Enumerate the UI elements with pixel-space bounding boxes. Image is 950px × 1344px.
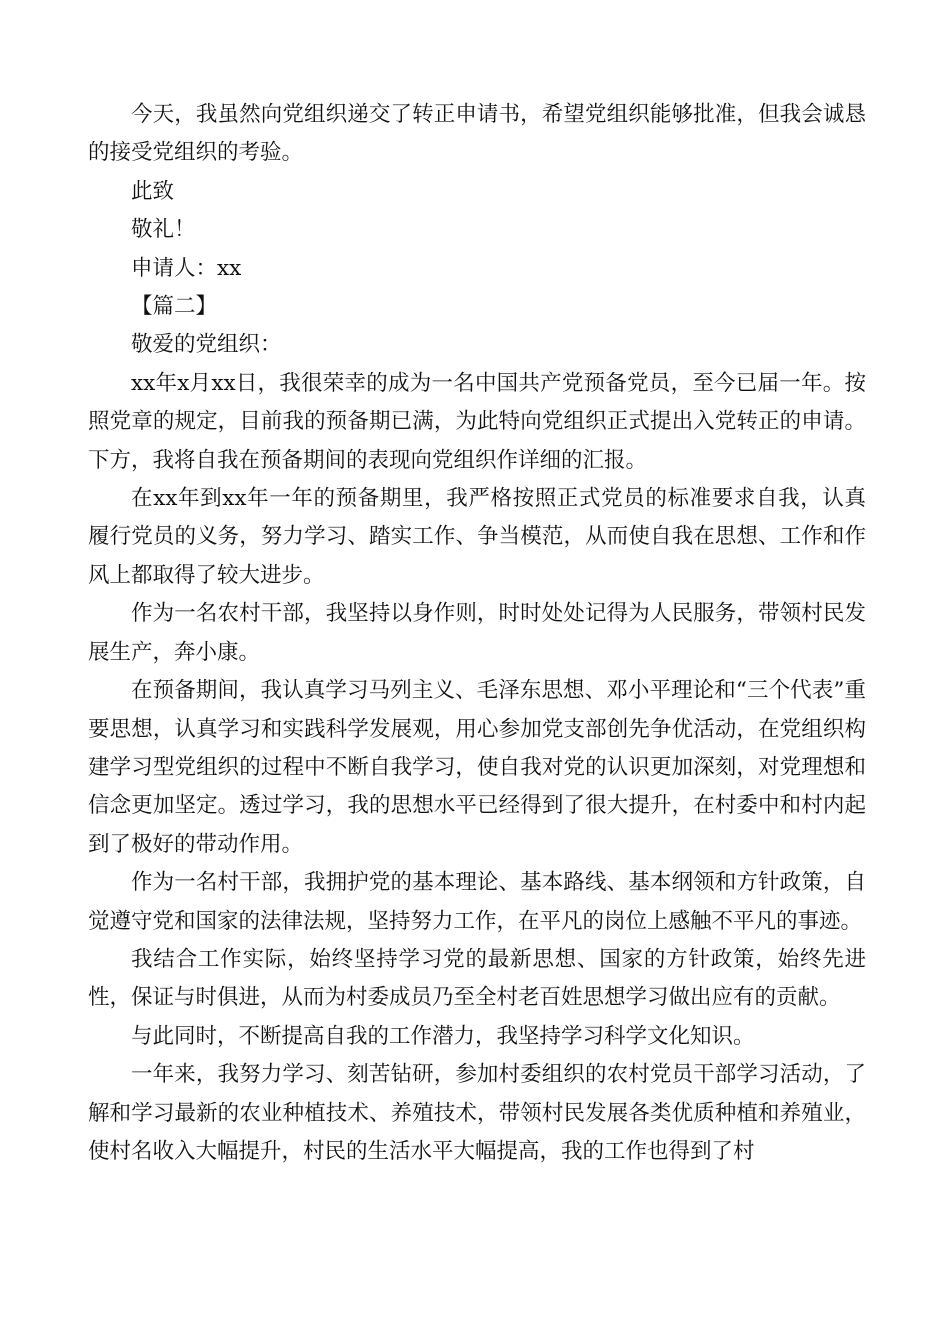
document-body [88, 96, 866, 1171]
applicant-signature: 申请人：xx [131, 255, 242, 281]
paragraph-probation: 在xx年到xx年一年的预备期里，我严格按照正式党员的标准要求自我，认真履行党员的义务，努力学习、踏实工作、争当模范，从而使自我在思想、工作和作风上都取得了较大进步。 [88, 486, 866, 588]
paragraph-rural-cadre: 作为一名农村干部，我坚持以身作则，时时处处记得为人民服务，带领村民发展生产，奔小康。 [88, 601, 866, 665]
section-heading: 【篇二】 [131, 294, 218, 320]
paragraph-intro: xx年x月xx日，我很荣幸的成为一名中国共产党预备党员，至今已届一年。按照党章的规定，目前我的预备期已满，为此特向党组织正式提出入党转正的申请。下方，我将自我在预备期间的表现向党组织作详细的汇报。 [88, 370, 866, 473]
salutation-jingli: 敬礼！ [131, 217, 196, 243]
paragraph-study: 在预备期间，我认真学习马列主义、毛泽东思想、邓小平理论和“三个代表”重要思想，认真学习和实践科学发展观，用心参加党支部创先争优活动，在党组织构建学习型党组织的过程中不断自我学习，使自我对党的认识更加深刻，对党理想和信念更加坚定。透过学习，我的思想水平已经得到了很大提升，在村委中和村内起到了极好的带动作用。 [88, 678, 866, 857]
paragraph-improvement: 与此同时，不断提高自我的工作潜力，我坚持学习科学文化知识。 [131, 1023, 755, 1049]
salutation-cizhi: 此致 [131, 178, 175, 204]
paragraph-village-cadre: 作为一名村干部，我拥护党的基本理论、基本路线、基本纲领和方针政策，自觉遵守党和国家的法律法规，坚持努力工作，在平凡的岗位上感触不平凡的事迹。 [88, 870, 866, 934]
paragraph-year-review: 一年来，我努力学习、刻苦钻研，参加村委组织的农村党员干部学习活动，了解和学习最新的农业种植技术、养殖技术，带领村民发展各类优质种植和养殖业，使村名收入大幅提升，村民的生活水平大幅提高，我的工作也得到了村 [88, 1062, 866, 1164]
paragraph-work-practice: 我结合工作实际，始终坚持学习党的最新思想、国家的方针政策，始终先进性，保证与时俱进，从而为村委成员乃至全村老百姓思想学习做出应有的贡献。 [88, 946, 866, 1011]
letter-greeting: 敬爱的党组织： [131, 332, 282, 358]
paragraph-closing-note: 今天，我虽然向党组织递交了转正申请书，希望党组织能够批准，但我会诚恳的接受党组织的考验。 [88, 102, 866, 166]
